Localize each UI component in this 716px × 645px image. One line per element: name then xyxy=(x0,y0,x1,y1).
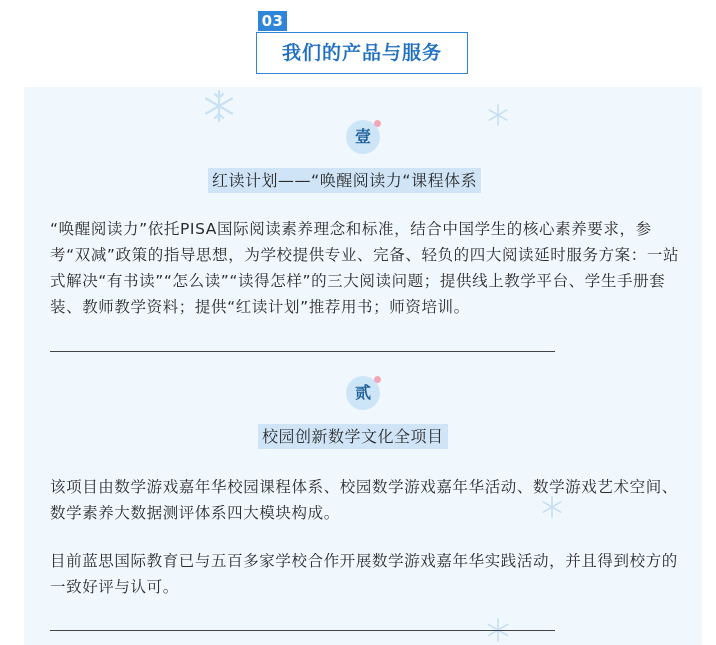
snowflake-icon xyxy=(487,104,509,126)
item-paragraph-3: 目前蓝思国际教育已与五百多家学校合作开展数学游戏嘉年华实践活动，并且得到校方的一致好评与认可。 xyxy=(50,552,678,596)
seal-label: 壹 xyxy=(354,127,371,146)
seal-dot xyxy=(374,120,381,127)
item-heading-1: 红读计划——“唤醒阅读力“课程体系 xyxy=(208,168,481,193)
snowflake-icon xyxy=(202,89,236,123)
item-paragraph-1: “唤醒阅读力”依托PISA国际阅读素养理念和标准，结合中国学生的核心素养要求，参考“双减”政策的指导思想，为学校提供专业、完备、轻负的四大阅读延时服务方案：一站式解决“有书读”“怎么读”“读得怎样”的三大阅读问题；提供线上教学平台、学生手册套装、教师教学资料；提供“红读计划”推荐用书；师资培训。 xyxy=(50,220,680,316)
section-number-badge: 03 xyxy=(258,11,287,31)
item-paragraph-2: 该项目由数学游戏嘉年华校园课程体系、校园数学游戏嘉年华活动、数学游戏艺术空间、数学素养大数据测评体系四大模块构成。 xyxy=(50,478,678,522)
seal-dot xyxy=(374,376,381,383)
section-title: 我们的产品与服务 xyxy=(256,32,468,74)
divider-1 xyxy=(50,351,555,352)
item-heading-2: 校园创新数学文化全项目 xyxy=(258,424,448,449)
seal-badge-1 xyxy=(346,120,380,154)
seal-badge-2 xyxy=(346,376,380,410)
seal-label: 贰 xyxy=(354,383,371,402)
divider-2 xyxy=(50,630,555,631)
